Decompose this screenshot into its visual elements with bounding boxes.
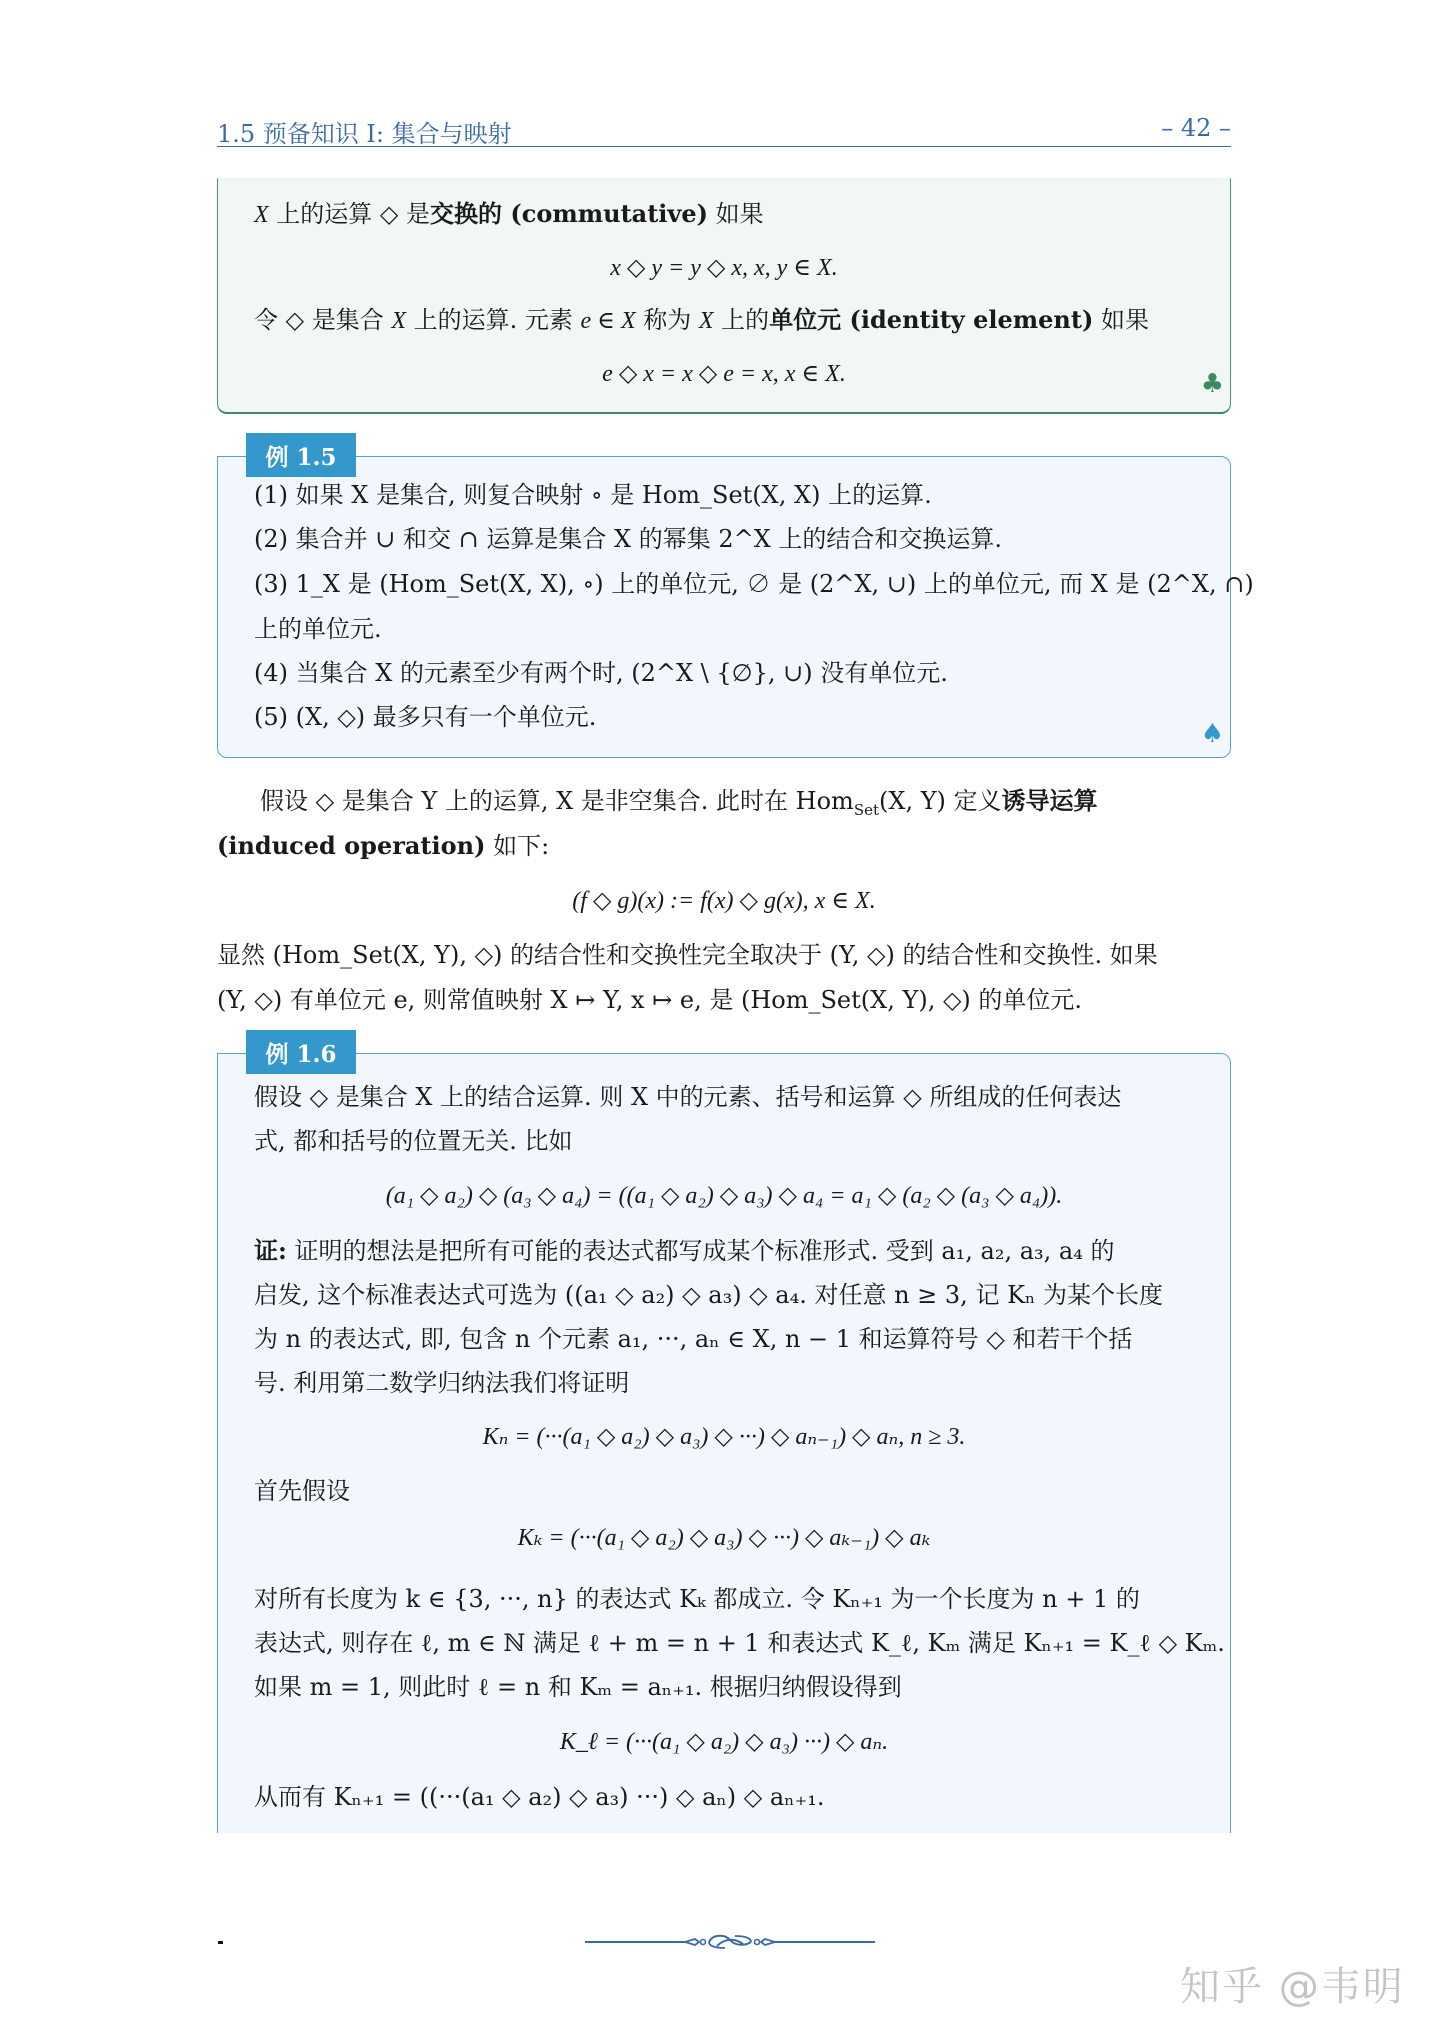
proof-line: 如果 m = 1, 则此时 ℓ = n 和 Kₘ = aₙ₊₁. 根据归纳假设得到 [254, 1673, 902, 1701]
formula-kk: Kₖ = (···(a₁ ◇ a₂) ◇ a₃) ◇ ···) ◇ aₖ₋₁) ◇ aₖ [517, 1525, 931, 1551]
example-item: 上的单位元. [254, 615, 382, 643]
body-paragraph-2-line-1: 显然 (Hom_Set(X, Y), ◇) 的结合性和交换性完全取决于 (Y, ◇) 的结合性和交换性. 如果 [217, 941, 1158, 969]
proof-line: 对所有长度为 k ∈ {3, ···, n} 的表达式 Kₖ 都成立. 令 Kₙ₊₁ 为一个长度为 n + 1 的 [254, 1585, 1140, 1613]
example-item: (3) 1_X 是 (Hom_Set(X, X), ∘) 上的单位元, ∅ 是 (2^X, ∪) 上的单位元, 而 X 是 (2^X, ∩) [254, 570, 1254, 598]
formula-induced-operation: (f ◇ g)(x) := f(x) ◇ g(x), x ∈ X. [572, 888, 876, 914]
body-paragraph-2-line-2: (Y, ◇) 有单位元 e, 则常值映射 X ↦ Y, x ↦ e, 是 (Hom_Set(X, Y), ◇) 的单位元. [217, 986, 1083, 1014]
club-icon: ♣ [1200, 369, 1224, 399]
example-1-5-box [217, 443, 1254, 758]
spade-icon: ♠ [1200, 719, 1224, 749]
proof-line: 启发, 这个标准表达式可选为 ((a₁ ◇ a₂) ◇ a₃) ◇ a₄. 对任意 n ≥ 3, 记 Kₙ 为某个长度 [254, 1281, 1164, 1309]
body-paragraph-1-line-2: (induced operation) 如下: [217, 831, 550, 860]
proof-line: 证: 证明的想法是把所有可能的表达式都写成某个标准形式. 受到 a₁, a₂, a₃, a₄ 的 [254, 1236, 1115, 1265]
definition-identity: 令 ◇ 是集合 X 上的运算. 元素 e ∈ X 称为 X 上的单位元 (identity element) 如果 [254, 305, 1149, 334]
example-statement: 假设 ◇ 是集合 X 上的结合运算. 则 X 中的元素、括号和运算 ◇ 所组成的任何表达 [254, 1083, 1122, 1111]
proof-line: 表达式, 则存在 ℓ, m ∈ ℕ 满足 ℓ + m = n + 1 和表达式 K_ℓ, Kₘ 满足 Kₙ₊₁ = K_ℓ ◇ Kₘ. [254, 1629, 1225, 1657]
page-number: – 42 – [1161, 114, 1231, 142]
body-paragraph-1-line-1: 假设 ◇ 是集合 Y 上的运算, X 是非空集合. 此时在 Hom$_{Set}$(X, Y) 定义诱导运算 [260, 786, 1098, 819]
ornamental-divider-icon [585, 1932, 875, 1952]
proof-label: 证: [254, 1236, 287, 1265]
running-head [217, 110, 1231, 147]
formula-kl: K_ℓ = (···(a₁ ◇ a₂) ◇ a₃) ···) ◇ aₙ. [559, 1729, 889, 1755]
example-label: 例 1.5 [246, 433, 356, 477]
formula-identity: e ◇ x = x ◇ e = x, x ∈ X. [602, 361, 846, 387]
proof-line: 号. 利用第二数学归纳法我们将证明 [254, 1369, 630, 1397]
example-item: (4) 当集合 X 的元素至少有两个时, (2^X \ {∅}, ∪) 没有单位元. [254, 659, 948, 687]
example-1-6-box [217, 1040, 1231, 1833]
example-item: (1) 如果 X 是集合, 则复合映射 ∘ 是 Hom_Set(X, X) 上的运算. [254, 481, 932, 509]
watermark: 知乎 @韦明 [1180, 1964, 1405, 2010]
footer-mark [218, 1941, 223, 1944]
proof-conclusion: 从而有 Kₙ₊₁ = ((···(a₁ ◇ a₂) ◇ a₃) ···) ◇ aₙ) ◇ aₙ₊₁. [254, 1783, 825, 1811]
proof-line: 首先假设 [254, 1477, 350, 1505]
example-item: (5) (X, ◇) 最多只有一个单位元. [254, 703, 597, 731]
proof-line: 为 n 的表达式, 即, 包含 n 个元素 a₁, ···, aₙ ∈ X, n − 1 和运算符号 ◇ 和若干个括 [254, 1325, 1133, 1353]
example-statement: 式, 都和括号的位置无关. 比如 [254, 1127, 573, 1155]
section-title: 1.5 预备知识 I: 集合与映射 [217, 120, 512, 148]
formula-associativity: (a₁ ◇ a₂) ◇ (a₃ ◇ a₄) = ((a₁ ◇ a₂) ◇ a₃) ◇ a₄ = a₁ ◇ (a₂ ◇ (a₃ ◇ a₄)). [385, 1183, 1063, 1209]
example-item: (2) 集合并 ∪ 和交 ∩ 运算是集合 X 的幂集 2^X 上的结合和交换运算. [254, 525, 1003, 553]
example-label: 例 1.6 [246, 1030, 356, 1074]
definition-commutative: X 上的运算 ◇ 是交换的 (commutative) 如果 [254, 199, 764, 228]
definition-box [217, 178, 1231, 414]
formula-commutative: x ◇ y = y ◇ x, x, y ∈ X. [610, 255, 838, 281]
formula-kn: Kₙ = (···(a₁ ◇ a₂) ◇ a₃) ◇ ···) ◇ aₙ₋₁) ◇ aₙ, n ≥ 3. [482, 1424, 966, 1450]
